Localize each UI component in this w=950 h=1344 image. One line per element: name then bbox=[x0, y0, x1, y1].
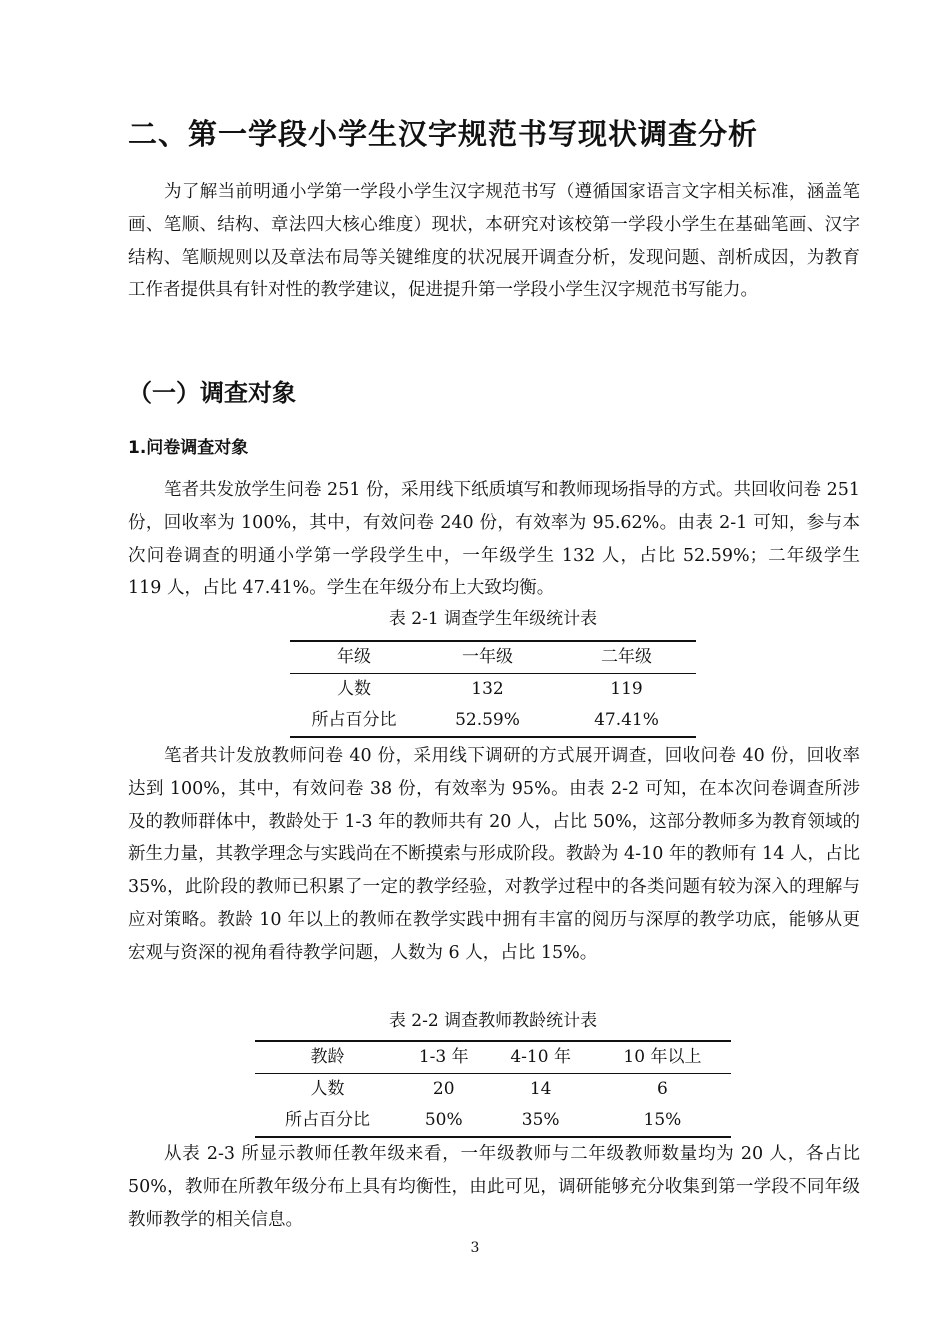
table-cell: 所占百分比 bbox=[285, 1110, 370, 1130]
table-header-cell: 10 年以上 bbox=[594, 1041, 731, 1074]
teacher-experience-table bbox=[255, 1040, 731, 1138]
table-cell: 人数 bbox=[337, 679, 371, 699]
students-paragraph: 笔者共发放学生问卷 251 份，采用线下纸质填写和教师现场指导的方式。共回收问卷 251 份，回收率为 100%，其中，有效问卷 240 份，有效率为 95.62%。由表 2-1 可知，参与本次问卷调查的明通小学第一学段学生中，一年级学生 132 人，占比 52.59%；二年级学生 119 人，占比 47.41%。学生在年级分布上大致均衡。 bbox=[128, 480, 860, 599]
table-cell: 119 bbox=[610, 679, 643, 699]
table-header-cell: 1-3 年 bbox=[400, 1041, 487, 1074]
table-header-cell: 年级 bbox=[290, 641, 418, 674]
table1-caption: 表 2-1 调查学生年级统计表 bbox=[388, 609, 598, 629]
student-grade-table bbox=[290, 640, 696, 738]
table-cell: 132 bbox=[471, 679, 504, 699]
intro-paragraph: 为了解当前明通小学第一学段小学生汉字规范书写（遵循国家语言文字相关标准，涵盖笔画、笔顺、结构、章法四大核心维度）现状，本研究对该校第一学段小学生在基础笔画、汉字结构、笔顺规则以及章法布局等关键维度的状况展开调查分析，发现问题、剖析成因，为教育工作者提供具有针对性的教学建议，促进提升第一学段小学生汉字规范书写能力。 bbox=[128, 182, 860, 301]
table-header-row bbox=[255, 1041, 731, 1074]
page-number: 3 bbox=[470, 1240, 480, 1256]
table2-caption: 表 2-2 调查教师教龄统计表 bbox=[388, 1011, 598, 1031]
table-cell: 人数 bbox=[310, 1079, 345, 1099]
table-header-cell: 4-10 年 bbox=[487, 1041, 593, 1074]
table-row bbox=[290, 674, 696, 706]
table-row bbox=[255, 1105, 731, 1137]
table-header-cell: 二年级 bbox=[557, 641, 696, 674]
table-cell: 35% bbox=[521, 1110, 560, 1130]
teachers-paragraph: 笔者共计发放教师问卷 40 份，采用线下调研的方式展开调查，回收问卷 40 份，回收率达到 100%，其中，有效问卷 38 份，有效率为 95%。由表 2-2 可知，在本次问卷调查所涉及的教师群体中，教龄处于 1-3 年的教师共有 20 人，占比 50%，这部分教师多为教育领域的新生力量，其教学理念与实践尚在不断摸索与形成阶段。教龄为 4-10 年的教师有 14 人，占比 35%，此阶段的教师已积累了一定的教学经验，对教学过程中的各类问题有较为深入的理解与应对策略。教龄 10 年以上的教师在教学实践中拥有丰富的阅历与深厚的教学功底，能够从更宏观与资深的视角看待教学问题，人数为 6 人，占比 15%。 bbox=[128, 746, 860, 963]
subsubsection-title: 1.问卷调查对象 bbox=[128, 438, 249, 458]
table-cell: 6 bbox=[657, 1079, 668, 1099]
table-cell: 15% bbox=[643, 1110, 682, 1130]
table-cell: 所占百分比 bbox=[311, 710, 397, 730]
table-cell: 50% bbox=[424, 1110, 463, 1130]
table-row bbox=[290, 705, 696, 737]
table-row bbox=[255, 1074, 731, 1106]
table-cell: 52.59% bbox=[455, 710, 520, 730]
table-header-cell: 教龄 bbox=[255, 1041, 400, 1074]
grades-paragraph: 从表 2-3 所显示教师任教年级来看，一年级教师与二年级教师数量均为 20 人，各占比 50%，教师在所教年级分布上具有均衡性，由此可见，调研能够充分收集到第一学段不同年级教师教学的相关信息。 bbox=[128, 1144, 860, 1230]
subsection-title: （一）调查对象 bbox=[128, 379, 296, 407]
table-header-cell: 一年级 bbox=[418, 641, 557, 674]
section-title: 二、第一学段小学生汉字规范书写现状调查分析 bbox=[128, 117, 759, 151]
table-cell: 20 bbox=[432, 1079, 455, 1099]
table-cell: 14 bbox=[529, 1079, 552, 1099]
table-cell: 47.41% bbox=[594, 710, 659, 730]
table-header-row bbox=[290, 641, 696, 674]
